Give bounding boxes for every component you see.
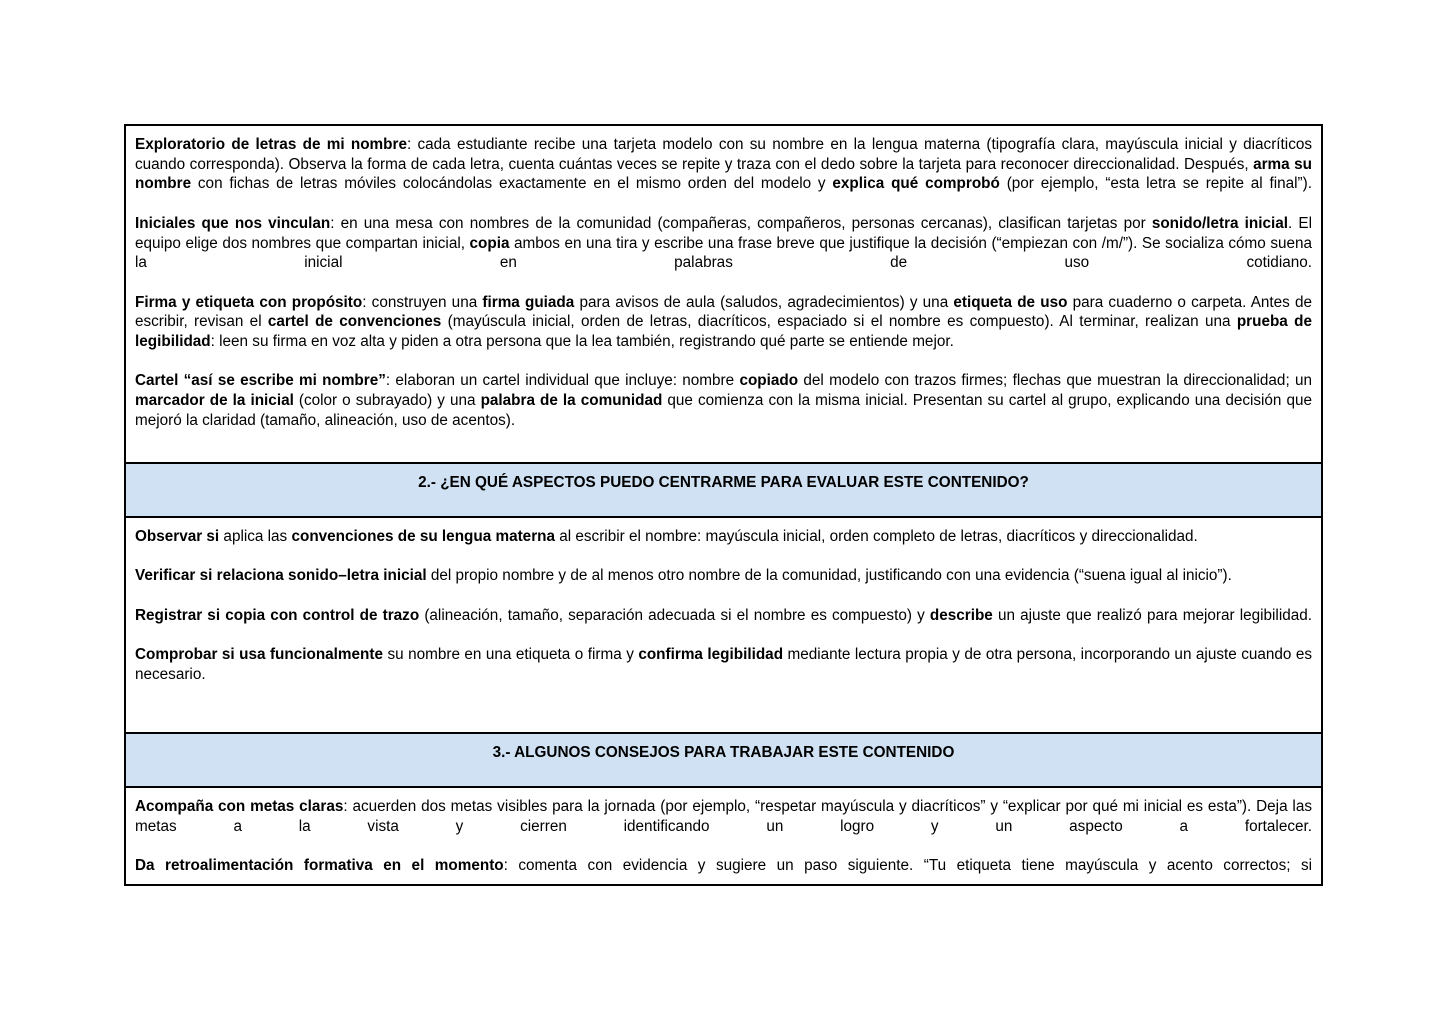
bold-phrase: sonido/letra inicial (1151, 214, 1289, 232)
text-run: (alineación, tamaño, separación adecuada si el nombre es compuesto) y (419, 606, 930, 624)
bold-phrase: Exploratorio de letras de mi nombre (135, 136, 407, 153)
bold-phrase: Registrar si copia con control de trazo (135, 606, 420, 624)
text-run: (por ejemplo, “esta letra se repite al final”). (999, 175, 1312, 193)
text-run: : leen su firma en voz alta y piden a otra persona que la lea también, registrando qué parte se entiende mejor. (210, 333, 954, 350)
bold-phrase: copia (469, 234, 510, 252)
paragraph-exploratorio (135, 135, 1312, 194)
text-run: del modelo con trazos firmes; flechas que muestran la direccionalidad; un (798, 372, 1312, 390)
activities-cell (126, 126, 1321, 462)
text-run: con fichas de letras móviles colocándolas exactamente en el mismo orden del modelo y (191, 175, 833, 193)
text-run: : comenta con evidencia y sugiere un paso siguiente. “Tu etiqueta tiene mayúscula y acento correctos; si (503, 857, 1312, 875)
bold-phrase: Acompaña con metas claras (135, 798, 344, 815)
paragraph-comprobar (135, 645, 1312, 684)
section-header-consejos (126, 732, 1321, 788)
bold-phrase: Iniciales que nos vinculan (135, 214, 331, 232)
text-run: mediante lectura propia y de otra persona, incorporando un ajuste cuando es necesario. (135, 646, 1313, 683)
paragraph-verificar (135, 566, 1312, 586)
text-run: que comienza con la misma inicial. Presentan su cartel al grupo, explicando una decisión que mejoró la claridad (tamaño, alineación, uso de acentos). (135, 392, 1313, 429)
tips-cell (126, 788, 1321, 884)
bold-phrase: describe (929, 606, 993, 624)
text-run: (color o subrayado) y una (293, 392, 481, 410)
bold-phrase: marcador de la inicial (135, 392, 294, 410)
section-title-consejos: 3.- ALGUNOS CONSEJOS PARA TRABAJAR ESTE CONTENIDO (492, 744, 955, 761)
paragraph-retroalimentacion (135, 856, 1312, 876)
bold-phrase: Cartel “así se escribe mi nombre” (135, 372, 386, 390)
text-run: . El equipo elige dos nombres que compartan inicial, (135, 214, 1312, 252)
text-run: : cada estudiante recibe una tarjeta modelo con su nombre en la lengua materna (tipografía clara, mayúscula inicial y diacríticos cuando corresponda). Observa la forma de cada letra, cuenta cuántas veces se repite y traza con el dedo sobre la tarjeta para reconocer direccionalidad. Después, (135, 136, 1312, 173)
bold-phrase: Comprobar si usa funcionalmente (135, 646, 383, 664)
text-run: un ajuste que realizó para mejorar legibilidad. (992, 606, 1312, 624)
paragraph-cartel (135, 371, 1312, 430)
content-table (124, 124, 1323, 886)
text-run: : elaboran un cartel individual que incluye: nombre (385, 372, 740, 390)
paragraph-acompana (135, 797, 1312, 836)
bold-phrase: confirma legibilidad (638, 646, 784, 664)
text-run: aplica las (219, 528, 292, 545)
bold-phrase: Da retroalimentación formativa en el momento (135, 857, 504, 875)
text-run: para cuaderno o carpeta. Antes de escribir, revisan el (135, 293, 1312, 331)
bold-phrase: convenciones de su lengua materna (291, 528, 555, 545)
paragraph-firma (135, 293, 1312, 352)
text-run: del propio nombre y de al menos otro nombre de la comunidad, justificando con una evidencia (“suena igual al inicio”). (426, 567, 1232, 585)
text-run: : construyen una (362, 293, 483, 311)
text-run: ambos en una tira y escribe una frase breve que justifique la decisión (“empiezan con /m/”). Se socializa cómo suena la inicial en palabras de uso cotidiano. (135, 234, 1312, 272)
bold-phrase: firma guiada (482, 293, 575, 311)
bold-phrase: Verificar si relaciona sonido–letra inicial (135, 567, 427, 585)
evaluation-cell (126, 518, 1321, 732)
text-run: para avisos de aula (saludos, agradecimientos) y una (574, 293, 954, 311)
paragraph-iniciales (135, 214, 1312, 273)
bold-phrase: Firma y etiqueta con propósito (135, 293, 363, 311)
text-run: (mayúscula inicial, orden de letras, diacríticos, espaciado si el nombre es compuesto). Al terminar, realizan una (441, 313, 1237, 331)
text-run: : en una mesa con nombres de la comunidad (compañeras, compañeros, personas cercanas), clasifican tarjetas por (330, 214, 1152, 232)
paragraph-registrar (135, 606, 1312, 626)
bold-phrase: prueba de legibilidad (135, 313, 1312, 350)
text-run: su nombre en una etiqueta o firma y (383, 646, 639, 664)
bold-phrase: copiado (739, 372, 799, 390)
bold-phrase: arma su nombre (135, 155, 1312, 193)
text-run: al escribir el nombre: mayúscula inicial, orden completo de letras, diacríticos y direccionalidad. (555, 528, 1198, 545)
bold-phrase: palabra de la comunidad (480, 392, 663, 410)
section-header-evaluar (126, 462, 1321, 518)
bold-phrase: explica qué comprobó (832, 175, 1000, 193)
bold-phrase: cartel de convenciones (267, 313, 442, 331)
section-title-evaluar: 2.- ¿EN QUÉ ASPECTOS PUEDO CENTRARME PARA EVALUAR ESTE CONTENIDO? (418, 474, 1029, 491)
bold-phrase: etiqueta de uso (953, 293, 1068, 311)
text-run: : acuerden dos metas visibles para la jornada (por ejemplo, “respetar mayúscula y diacríticos” y “explicar por qué mi inicial es esta”). Deja las metas a la vista y cierren identificando un logro y un aspecto a fortalecer. (135, 798, 1312, 835)
paragraph-observar (135, 527, 1312, 547)
bold-phrase: Observar si (135, 528, 220, 545)
